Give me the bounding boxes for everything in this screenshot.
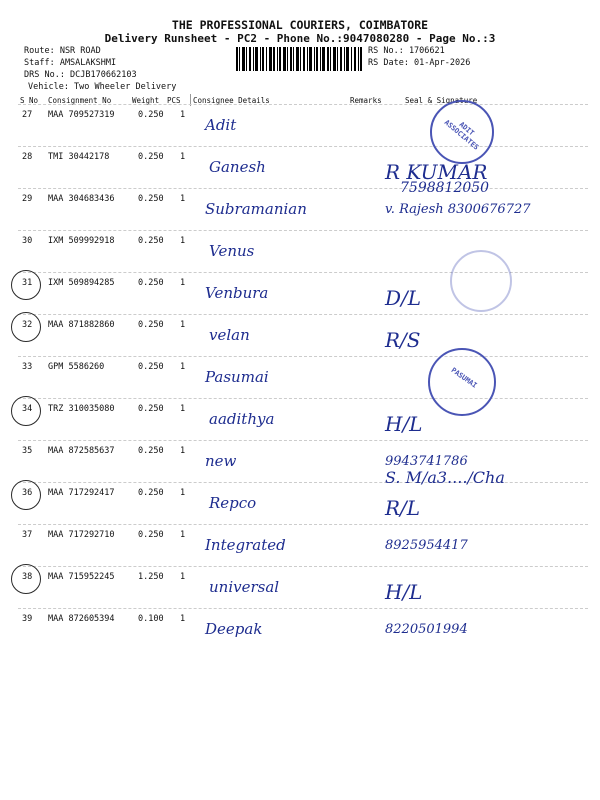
- row-consignment-no: IXM 509894285: [48, 278, 115, 288]
- pasumai-stamp: PASUMAI: [428, 348, 496, 416]
- row-consignee-handwritten: Repco: [209, 494, 257, 512]
- col-sno: S No: [20, 96, 39, 105]
- row-pcs: 1: [180, 488, 186, 498]
- row-sno: 28: [22, 152, 33, 162]
- row-sno: 34: [22, 404, 33, 414]
- row-weight: 0.250: [138, 404, 164, 414]
- row-weight: 1.250: [138, 572, 164, 582]
- row-remark-handwritten: 9943741786: [385, 454, 468, 469]
- row-sno: 30: [22, 236, 33, 246]
- row-pcs: 1: [180, 362, 186, 372]
- col-consignment: Consignment No: [48, 96, 112, 105]
- row-consignment-no: TMI 30442178: [48, 152, 110, 162]
- row-pcs: 1: [180, 110, 186, 120]
- row-remark-handwritten: 8220501994: [385, 622, 468, 637]
- row-consignment-no: MAA 304683436: [48, 194, 115, 204]
- col-pcs: PCS: [167, 96, 181, 105]
- row-consignee-handwritten: Ganesh: [209, 158, 266, 176]
- row-pcs: 1: [180, 530, 186, 540]
- row-divider: [18, 146, 588, 147]
- row-consignment-no: MAA 717292710: [48, 530, 115, 540]
- row-divider: [18, 104, 588, 105]
- row-weight: 0.250: [138, 278, 164, 288]
- row-pcs: 1: [180, 572, 186, 582]
- row-divider: [18, 356, 588, 357]
- faded-stamp: [450, 250, 512, 312]
- row-weight: 0.250: [138, 236, 164, 246]
- row-remark-handwritten: R/S: [385, 328, 421, 352]
- row-consignment-no: MAA 872605394: [48, 614, 115, 624]
- circled-row-mark: [11, 564, 41, 594]
- row-consignment-no: TRZ 310035080: [48, 404, 115, 414]
- handwritten-phone: 7598812050: [400, 180, 490, 196]
- row-sno: 36: [22, 488, 33, 498]
- row-remark-handwritten: H/L: [385, 412, 423, 436]
- drs-label: DRS No.: DCJB170662103: [24, 70, 137, 80]
- row-weight: 0.250: [138, 362, 164, 372]
- row-divider: [18, 524, 588, 525]
- row-divider: [18, 398, 588, 399]
- col-consignee: Consignee Details: [193, 96, 270, 105]
- rs-number: RS No.: 1706621: [368, 46, 445, 56]
- row-consignment-no: MAA 717292417: [48, 488, 115, 498]
- row-sno: 32: [22, 320, 33, 330]
- row-remark-handwritten: H/L: [385, 580, 423, 604]
- row-consignee-handwritten: velan: [209, 326, 250, 344]
- row-consignment-no: IXM 509992918: [48, 236, 115, 246]
- row-sno: 31: [22, 278, 33, 288]
- circled-row-mark: [11, 312, 41, 342]
- col-weight: Weight: [132, 96, 160, 105]
- row-divider: [18, 566, 588, 567]
- route-label: Route: NSR ROAD: [24, 46, 101, 56]
- circled-row-mark: [11, 396, 41, 426]
- row-weight: 0.250: [138, 110, 164, 120]
- row-pcs: 1: [180, 278, 186, 288]
- col-seal: Seal & Signature: [405, 96, 478, 105]
- row-consignee-handwritten: Adit: [205, 116, 237, 134]
- rs-date: RS Date: 01-Apr-2026: [368, 58, 471, 68]
- row-consignee-handwritten: aadithya: [209, 410, 275, 428]
- row-pcs: 1: [180, 152, 186, 162]
- row-consignee-handwritten: Venus: [209, 242, 255, 260]
- row-consignee-handwritten: universal: [209, 578, 280, 596]
- adit-associates-stamp: ADIT ASSOCIATES: [430, 100, 494, 164]
- runsheet-subtitle: Delivery Runsheet - PC2 - Phone No.:9047080280 - Page No.:3: [104, 32, 496, 45]
- row-consignee-handwritten: Venbura: [205, 284, 269, 302]
- row-consignee-handwritten: Pasumai: [205, 368, 269, 386]
- circled-row-mark: [11, 270, 41, 300]
- row-sno: 27: [22, 110, 33, 120]
- row-remark-handwritten: R/L: [385, 496, 421, 520]
- row-pcs: 1: [180, 446, 186, 456]
- row-remark-handwritten: v. Rajesh 8300676727: [385, 202, 531, 217]
- row-consignment-no: MAA 872585637: [48, 446, 115, 456]
- row-weight: 0.100: [138, 614, 164, 624]
- row-consignment-no: MAA 709527319: [48, 110, 115, 120]
- row-sno: 33: [22, 362, 33, 372]
- row-weight: 0.250: [138, 152, 164, 162]
- row-consignee-handwritten: Integrated: [205, 536, 286, 554]
- row-sno: 37: [22, 530, 33, 540]
- circled-row-mark: [11, 480, 41, 510]
- row-pcs: 1: [180, 194, 186, 204]
- row-sno: 39: [22, 614, 33, 624]
- col-remarks: Remarks: [350, 96, 382, 105]
- vehicle-label: Vehicle: Two Wheeler Delivery: [28, 82, 177, 92]
- row-divider: [18, 188, 588, 189]
- company-title: THE PROFESSIONAL COURIERS, COIMBATORE: [171, 18, 429, 32]
- row-weight: 0.250: [138, 530, 164, 540]
- row-weight: 0.250: [138, 194, 164, 204]
- barcode: [236, 47, 362, 71]
- row-weight: 0.250: [138, 488, 164, 498]
- handwritten-name: S. M/a3..../Cha: [385, 468, 505, 487]
- row-remark-handwritten: D/L: [385, 286, 422, 310]
- row-sno: 29: [22, 194, 33, 204]
- row-divider: [18, 608, 588, 609]
- row-divider: [18, 440, 588, 441]
- row-remark-handwritten: 8925954417: [385, 538, 468, 553]
- row-pcs: 1: [180, 614, 186, 624]
- row-consignee-handwritten: Deepak: [205, 620, 263, 638]
- row-consignee-handwritten: Subramanian: [205, 200, 307, 218]
- row-consignment-no: GPM 5586260: [48, 362, 105, 372]
- row-pcs: 1: [180, 320, 186, 330]
- row-consignee-handwritten: new: [205, 452, 237, 470]
- row-consignment-no: MAA 871882860: [48, 320, 115, 330]
- row-pcs: 1: [180, 236, 186, 246]
- staff-label: Staff: AMSALAKSHMI: [24, 58, 117, 68]
- row-remark-handwritten: R KUMAR: [385, 160, 488, 184]
- row-divider: [18, 314, 588, 315]
- row-consignment-no: MAA 715952245: [48, 572, 115, 582]
- row-weight: 0.250: [138, 320, 164, 330]
- row-pcs: 1: [180, 404, 186, 414]
- row-weight: 0.250: [138, 446, 164, 456]
- row-sno: 35: [22, 446, 33, 456]
- row-divider: [18, 230, 588, 231]
- row-sno: 38: [22, 572, 33, 582]
